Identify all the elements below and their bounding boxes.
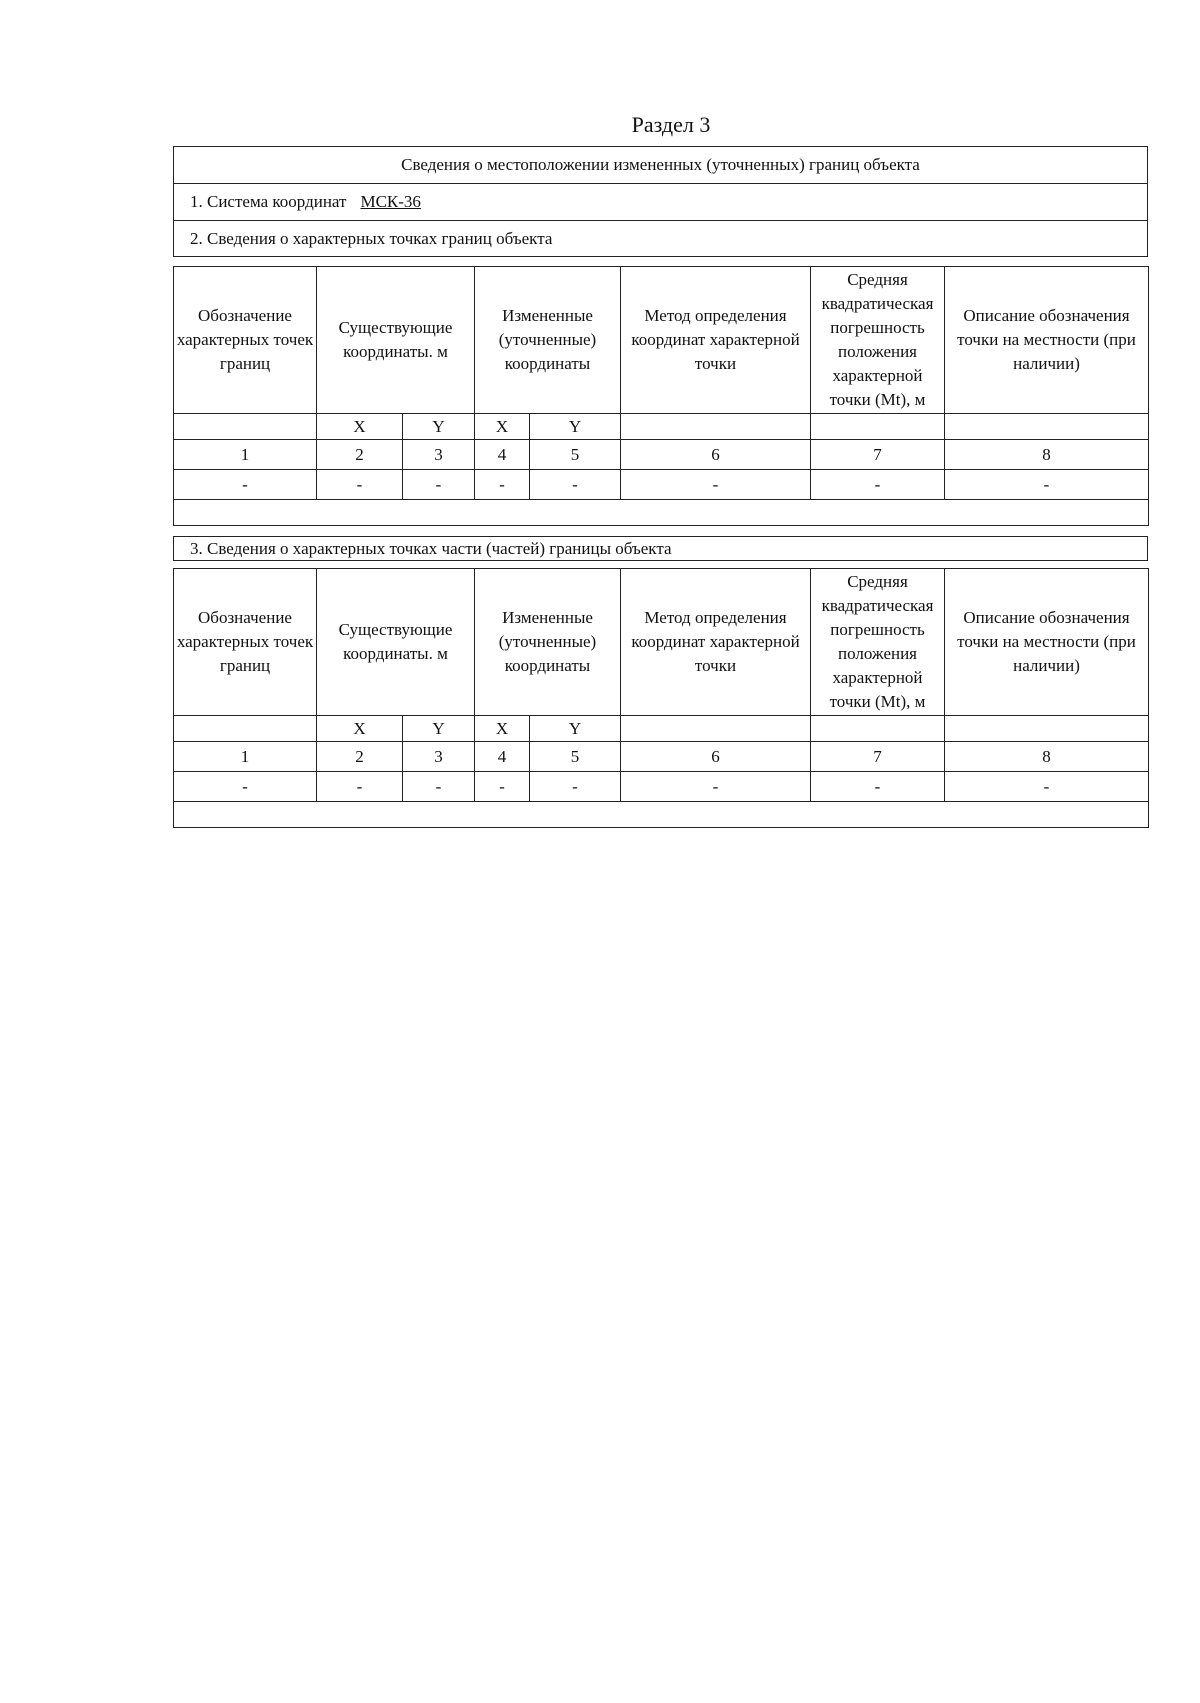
empty-row	[174, 802, 1149, 828]
table-cell	[945, 716, 1149, 742]
table-subheader-row	[174, 716, 1149, 742]
points-heading-row	[174, 221, 1147, 256]
header-y: Y	[403, 716, 475, 742]
boundary-points-table	[173, 266, 1149, 526]
header-y: Y	[530, 716, 621, 742]
header-changed-coords: Измененные (уточненные) координаты	[475, 569, 621, 716]
table-cell: -	[317, 470, 403, 500]
column-number: 4	[475, 440, 530, 470]
table-header-row	[174, 267, 1149, 414]
table-cell	[174, 500, 1149, 526]
header-designation: Обозначение характерных точек границ	[174, 267, 317, 414]
table-cell: -	[945, 772, 1149, 802]
points-heading: 2. Сведения о характерных точках границ объекта	[190, 228, 553, 248]
column-number: 1	[174, 742, 317, 772]
table-cell	[174, 716, 317, 742]
column-number-row	[174, 440, 1149, 470]
table-row	[174, 470, 1149, 500]
header-changed-coords: Измененные (уточненные) координаты	[475, 267, 621, 414]
column-number: 7	[811, 440, 945, 470]
table-cell: -	[621, 470, 811, 500]
part-points-heading-text: 3. Сведения о характерных точках части (частей) границы объекта	[190, 538, 672, 558]
table-cell: -	[811, 772, 945, 802]
header-y: Y	[403, 414, 475, 440]
header-description: Описание обозначения точки на местности (при наличии)	[945, 267, 1149, 414]
table-cell: -	[945, 470, 1149, 500]
part-points-heading	[173, 536, 1148, 561]
table-cell	[945, 414, 1149, 440]
info-heading: Сведения о местоположении измененных (уточненных) границ объекта	[401, 155, 920, 174]
table-cell: -	[621, 772, 811, 802]
table-cell: -	[403, 470, 475, 500]
table-cell	[811, 414, 945, 440]
table-cell: -	[475, 470, 530, 500]
header-y: Y	[530, 414, 621, 440]
column-number: 8	[945, 742, 1149, 772]
table-cell: -	[174, 772, 317, 802]
header-x: X	[317, 716, 403, 742]
header-description: Описание обозначения точки на местности (при наличии)	[945, 569, 1149, 716]
header-x: X	[317, 414, 403, 440]
header-x: X	[475, 414, 530, 440]
table-subheader-row	[174, 414, 1149, 440]
header-existing-coords: Существующие координаты. м	[317, 267, 475, 414]
column-number: 2	[317, 742, 403, 772]
table-cell	[174, 802, 1149, 828]
header-x: X	[475, 716, 530, 742]
empty-row	[174, 500, 1149, 526]
header-designation: Обозначение характерных точек границ	[174, 569, 317, 716]
column-number: 5	[530, 742, 621, 772]
table-cell	[621, 414, 811, 440]
header-mean-error: Средняя квадратическая погрешность положения характерной точки (Mt), м	[811, 267, 945, 414]
column-number: 5	[530, 440, 621, 470]
table-cell: -	[475, 772, 530, 802]
info-box	[173, 146, 1148, 257]
column-number: 8	[945, 440, 1149, 470]
section-title: Раздел 3	[631, 112, 711, 137]
table-header-row	[174, 569, 1149, 716]
coordinate-system-label: 1. Система координат	[190, 192, 347, 211]
coordinate-system-row	[174, 184, 1147, 221]
column-number: 7	[811, 742, 945, 772]
table-cell: -	[317, 772, 403, 802]
table-cell	[811, 716, 945, 742]
column-number-row	[174, 742, 1149, 772]
column-number: 6	[621, 742, 811, 772]
coordinate-system-value: МСК-36	[360, 192, 421, 211]
table-cell: -	[530, 772, 621, 802]
info-heading-row	[174, 147, 1147, 184]
table-cell: -	[530, 470, 621, 500]
header-existing-coords: Существующие координаты. м	[317, 569, 475, 716]
column-number: 3	[403, 742, 475, 772]
table-cell	[174, 414, 317, 440]
table-cell	[621, 716, 811, 742]
table-cell: -	[403, 772, 475, 802]
header-method: Метод определения координат характерной точки	[621, 267, 811, 414]
header-method: Метод определения координат характерной точки	[621, 569, 811, 716]
part-boundary-points-table	[173, 568, 1149, 828]
column-number: 4	[475, 742, 530, 772]
column-number: 1	[174, 440, 317, 470]
column-number: 3	[403, 440, 475, 470]
table-row	[174, 772, 1149, 802]
table-cell: -	[811, 470, 945, 500]
header-mean-error: Средняя квадратическая погрешность положения характерной точки (Mt), м	[811, 569, 945, 716]
table-cell: -	[174, 470, 317, 500]
column-number: 6	[621, 440, 811, 470]
column-number: 2	[317, 440, 403, 470]
